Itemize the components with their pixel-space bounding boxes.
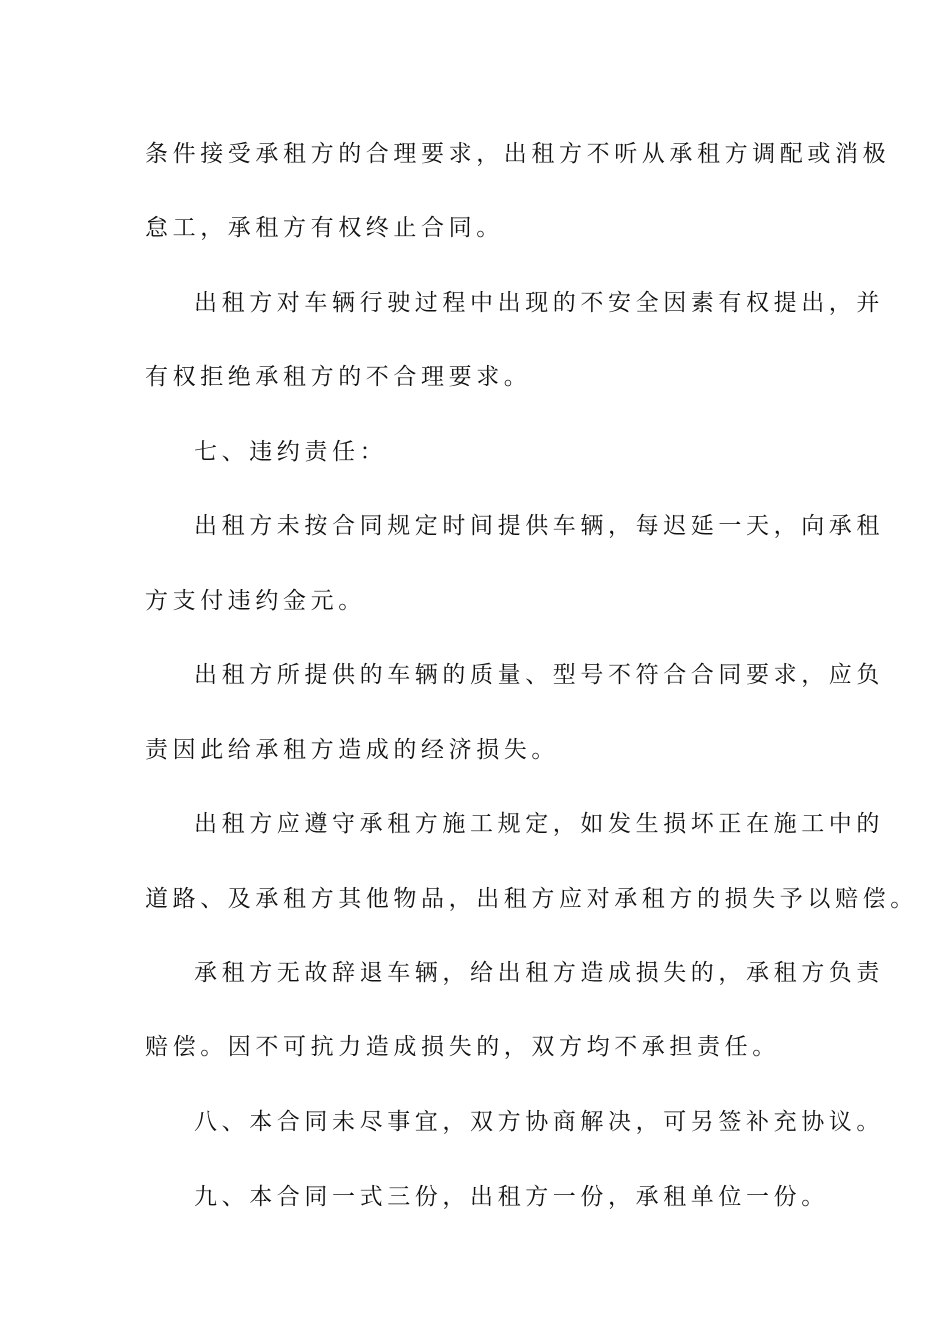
paragraph-line: 责因此给承租方造成的经济损失。 (145, 737, 559, 763)
paragraph-line: 承租方无故辞退车辆，给出租方造成损失的，承租方负责 (194, 960, 884, 986)
paragraph-line: 出租方所提供的车辆的质量、型号不符合合同要求，应负 (194, 662, 884, 688)
paragraph-line: 出租方未按合同规定时间提供车辆，每迟延一天，向承租 (194, 513, 884, 539)
paragraph-line: 八、本合同未尽事宜，双方协商解决，可另签补充协议。 (194, 1109, 884, 1135)
paragraph-line: 九、本合同一式三份，出租方一份，承租单位一份。 (194, 1184, 829, 1210)
paragraph-line: 条件接受承租方的合理要求，出租方不听从承租方调配或消极 (145, 141, 891, 167)
paragraph-line: 赔偿。因不可抗力造成损失的，双方均不承担责任。 (145, 1034, 780, 1060)
paragraph-line: 方支付违约金元。 (145, 588, 366, 614)
paragraph-line: 道路、及承租方其他物品，出租方应对承租方的损失予以赔偿。 (145, 886, 918, 912)
paragraph-line: 出租方对车辆行驶过程中出现的不安全因素有权提出，并 (194, 290, 884, 316)
section-heading: 七、违约责任： (194, 439, 388, 465)
paragraph-line: 有权拒绝承租方的不合理要求。 (145, 364, 532, 390)
paragraph-line: 出租方应遵守承租方施工规定，如发生损坏正在施工中的 (194, 811, 884, 837)
paragraph-line: 怠工，承租方有权终止合同。 (145, 215, 504, 241)
